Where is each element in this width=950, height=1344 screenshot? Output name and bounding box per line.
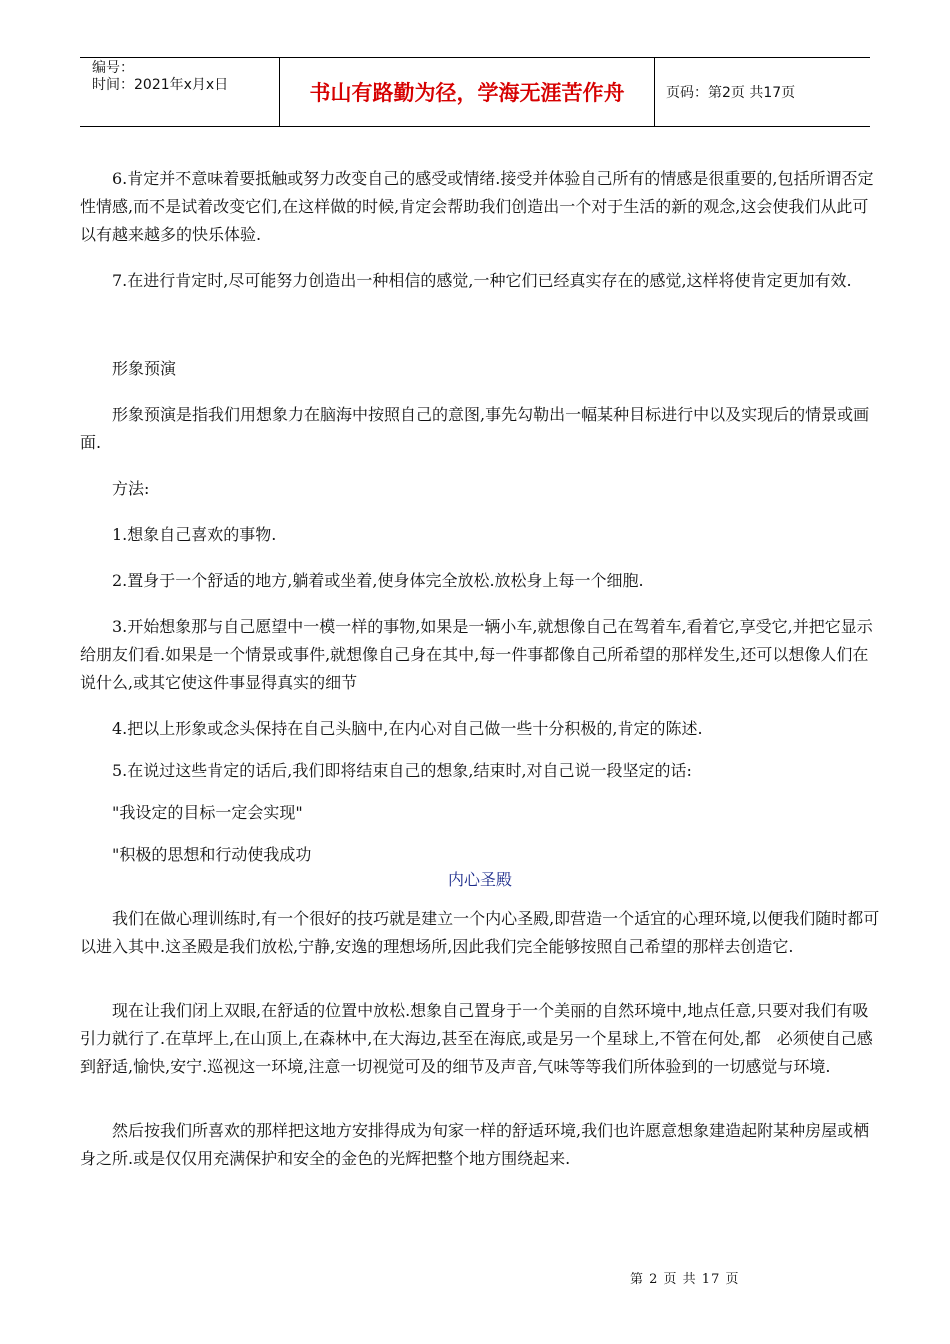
paragraph: 然后按我们所喜欢的那样把这地方安排得成为旬家一样的舒适环境,我们也许愿意想象建造起附某种房屋或栖身之所.或是仅仅用充满保护和安全的金色的光辉把整个地方围绕起来. <box>80 1121 870 1168</box>
page-footer: 第 2 页 共 17 页 <box>630 1272 740 1287</box>
section-heading: 内心圣殿 <box>447 870 512 889</box>
header-motto: 书山有路勤为径，学海无涯苦作舟 <box>280 58 655 126</box>
paragraph: 形象预演是指我们用想象力在脑海中按照自己的意图,事先勾勒出一幅某种目标进行中以及实现后的情景或画面. <box>80 405 870 452</box>
document-body <box>80 165 880 1173</box>
date-label: 时间：2021年x月x日 <box>92 77 229 93</box>
header-page-label: 页码：第2页 共17页 <box>666 85 796 101</box>
paragraph: 6.肯定并不意味着要抵触或努力改变自己的感受或情绪.接受并体验自己所有的情感是很重要的,包括所谓否定性情感,而不是试着改变它们,在这样做的时候,肯定会帮助我们创造出一个对于生活的新的观念,这会使我们从此可以有越来越多的快乐体验. <box>80 169 874 244</box>
list-item: 4.把以上形象或念头保持在自己头脑中,在内心对自己做一些十分积极的,肯定的陈述. <box>112 719 703 738</box>
list-item: 5.在说过这些肯定的话后,我们即将结束自己的想象,结束时,对自己说一段坚定的话: <box>112 761 692 780</box>
paragraph: 现在让我们闭上双眼,在舒适的位置中放松.想象自己置身于一个美丽的自然环境中,地点任意,只要对我们有吸引力就行了.在草坪上,在山顶上,在森林中,在大海边,甚至在海底,或是另一个星球上,不管在何处,都 必须使自己感到舒适,愉快,安宁.巡视这一环境,注意一切视觉可及的细节及声音,气味等等我们所体验到的一切感觉与环境. <box>80 1001 873 1076</box>
quote: "积极的思想和行动使我成功 <box>112 845 312 864</box>
paragraph: 7.在进行肯定时,尽可能努力创造出一种相信的感觉,一种它们已经真实存在的感觉,这样将使肯定更加有效. <box>112 271 852 290</box>
number-label: 编号： <box>92 60 134 76</box>
header-meta <box>80 58 280 126</box>
paragraph: 方法: <box>112 479 150 498</box>
list-item: 1.想象自己喜欢的事物. <box>112 525 277 544</box>
subheading: 形象预演 <box>112 359 177 378</box>
document-header <box>80 57 870 127</box>
list-item: 2.置身于一个舒适的地方,躺着或坐着,使身体完全放松.放松身上每一个细胞. <box>112 571 644 590</box>
quote: "我设定的目标一定会实现" <box>112 803 303 822</box>
list-item: 3.开始想象那与自己愿望中一模一样的事物,如果是一辆小车,就想像自己在驾着车,看着它,享受它,并把它显示给朋友们看.如果是一个情景或事件,就想像自己身在其中,每一件事都像自己所希望的那样发生,还可以想像人们在说什么,或其它使这件事显得真实的细节 <box>80 617 873 692</box>
paragraph: 我们在做心理训练时,有一个很好的技巧就是建立一个内心圣殿,即营造一个适宜的心理环境,以便我们随时都可以进入其中.这圣殿是我们放松,宁静,安逸的理想场所,因此我们完全能够按照自己希望的那样去创造它. <box>80 909 880 956</box>
